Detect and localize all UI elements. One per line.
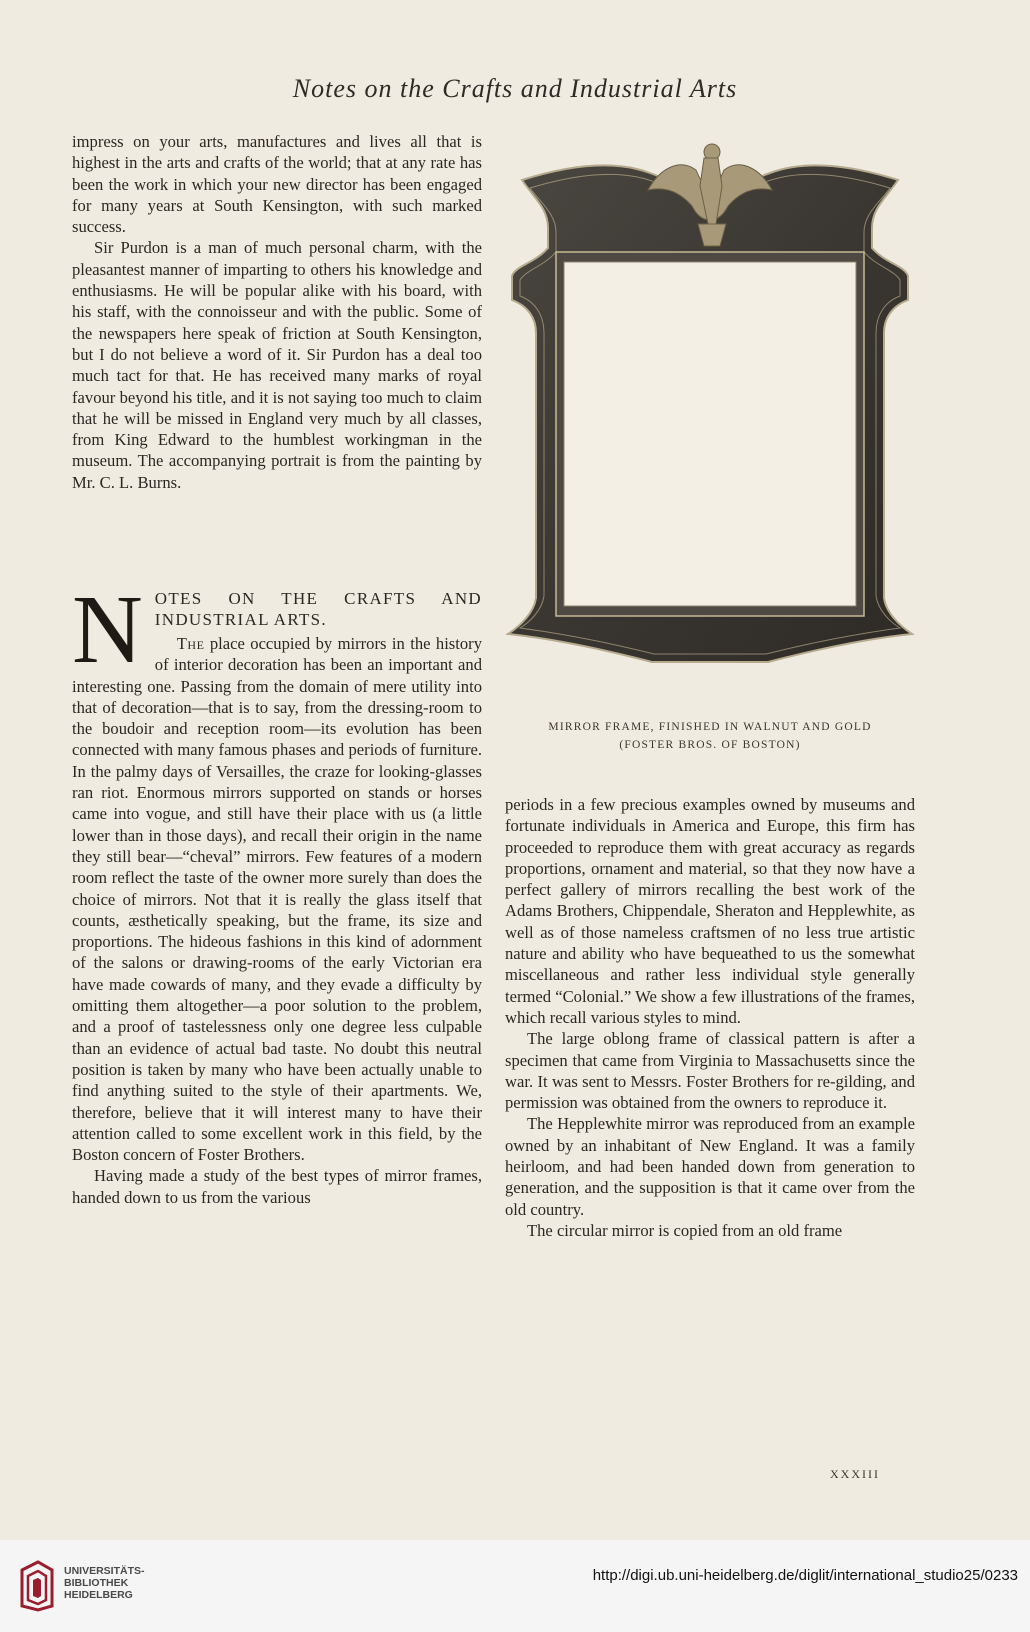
paragraph: Having made a study of the best types of mirror frames, handed down to us from the various <box>72 1166 482 1207</box>
page-number: XXXIII <box>830 1467 880 1481</box>
library-name-line: HEIDELBERG <box>64 1589 133 1601</box>
library-logo-icon <box>18 1560 56 1612</box>
library-name <box>64 1565 145 1601</box>
running-head: Notes on the Crafts and Industrial Arts <box>292 74 738 103</box>
paragraph <box>72 633 482 1165</box>
figure-caption <box>505 718 915 754</box>
right-column <box>505 794 915 1241</box>
paragraph: The circular mirror is copied from an old frame <box>527 1220 843 1240</box>
library-name-line: UNIVERSITÄTS- <box>64 1565 145 1577</box>
lead-text: place occupied by mirrors in the history of interior decoration has been an important and interesting one. Passing from the domain of mere utility into that of decoration—that is to say, from the dressing-room to the boudoir and reception room—its evolution has been connected with many famous phases and periods of furniture. In the palmy days of Versailles, the craze for looking-glasses ran riot. Enormous mirrors supported on stands or horses came into vogue, and still have their place with us (a little lower than in those days), and recall their origin in the name they still bear—“cheval” mirrors. Few features of a modern room reflect the taste of the owner more surely than does the choice of mirrors. Not that it is really the glass itself that counts, æsthetically speaking, but the frame, its size and proportions. The hideous fashions in this kind of adornment of the salons or drawing-rooms of the early Victorian era have made cowards of many, and they evade a difficulty by omitting them altogether—a poor solution to the problem, and a proof of tastelessness only one degree less culpable than an evidence of actual bad taste. No doubt this neutral position is taken by many who have been actually unable to find anything suited to the style of their apartments. We, therefore, believe that it will interest many to have their attention called to some excellent work in this field, by the Boston concern of Foster Brothers. <box>72 634 482 1165</box>
viewer-footer <box>0 1540 1030 1632</box>
drop-cap: N <box>72 576 143 684</box>
section-heading: OTES ON THE CRAFTS AND INDUSTRIAL ARTS. <box>154 589 482 629</box>
left-column-top <box>72 131 482 493</box>
source-url-link[interactable]: http://digi.ub.uni-heidelberg.de/diglit/international_studio25/0233 <box>592 1567 1018 1584</box>
lead-smallcaps: The <box>176 634 205 653</box>
library-name-line: BIBLIOTHEK <box>64 1577 129 1589</box>
mirror-glass <box>564 262 856 606</box>
paragraph: The large oblong frame of classical pattern is after a specimen that came from Virginia to Massachusetts since the war. It was sent to Messrs. Foster Brothers for re-gilding, and permission was obtained from the owners to reproduce it. <box>505 1029 915 1113</box>
paragraph: The Hepplewhite mirror was reproduced from an example owned by an inhabitant of New England. It was a family heirloom, and had been handed down from generation to generation, and the supposition is that it came over from the old country. <box>505 1114 915 1219</box>
mirror-frame-illustration <box>500 128 920 703</box>
left-column-bottom <box>72 576 482 1208</box>
paragraph: periods in a few precious examples owned by museums and fortunate individuals in America and Europe, this firm has proceeded to reproduce them with great accuracy as regards proportions, ornament and material, so that they now have a perfect gallery of mirrors recalling the best work of the Adams Brothers, Chippendale, Sheraton and Hepplewhite, as well as of those nameless craftsmen of no less true artistic nature and ability who have bequeathed to us the somewhat miscellaneous and rather less individual style generally termed “Colonial.” We show a few illustrations of the frames, which recall various styles to mind. <box>505 795 915 1027</box>
caption-line: (FOSTER BROS. OF BOSTON) <box>619 739 801 751</box>
paragraph: Sir Purdon is a man of much personal charm, with the pleasantest manner of imparting to others his knowledge and enthusiasms. He will be popular alike with his board, with his staff, with the connoisseur and with the public. Some of the newspapers here speak of friction at South Kensington, but I do not believe a word of it. Sir Purdon has a deal too much tact for that. He has received many marks of royal favour beyond his title, and it is not saying too much to claim that he will be missed in England very much by all classes, from King Edward to the humblest workingman in the museum. The accompanying portrait is from the painting by Mr. C. L. Burns. <box>72 238 482 492</box>
paragraph: impress on your arts, manufactures and lives all that is highest in the arts and crafts of the world; that at any rate has been the work in which your new director has been engaged for many years at South Kensington, with such marked success. <box>72 132 482 237</box>
section-heading-block <box>72 576 482 1165</box>
caption-line: MIRROR FRAME, FINISHED IN WALNUT AND GOLD <box>548 721 872 733</box>
